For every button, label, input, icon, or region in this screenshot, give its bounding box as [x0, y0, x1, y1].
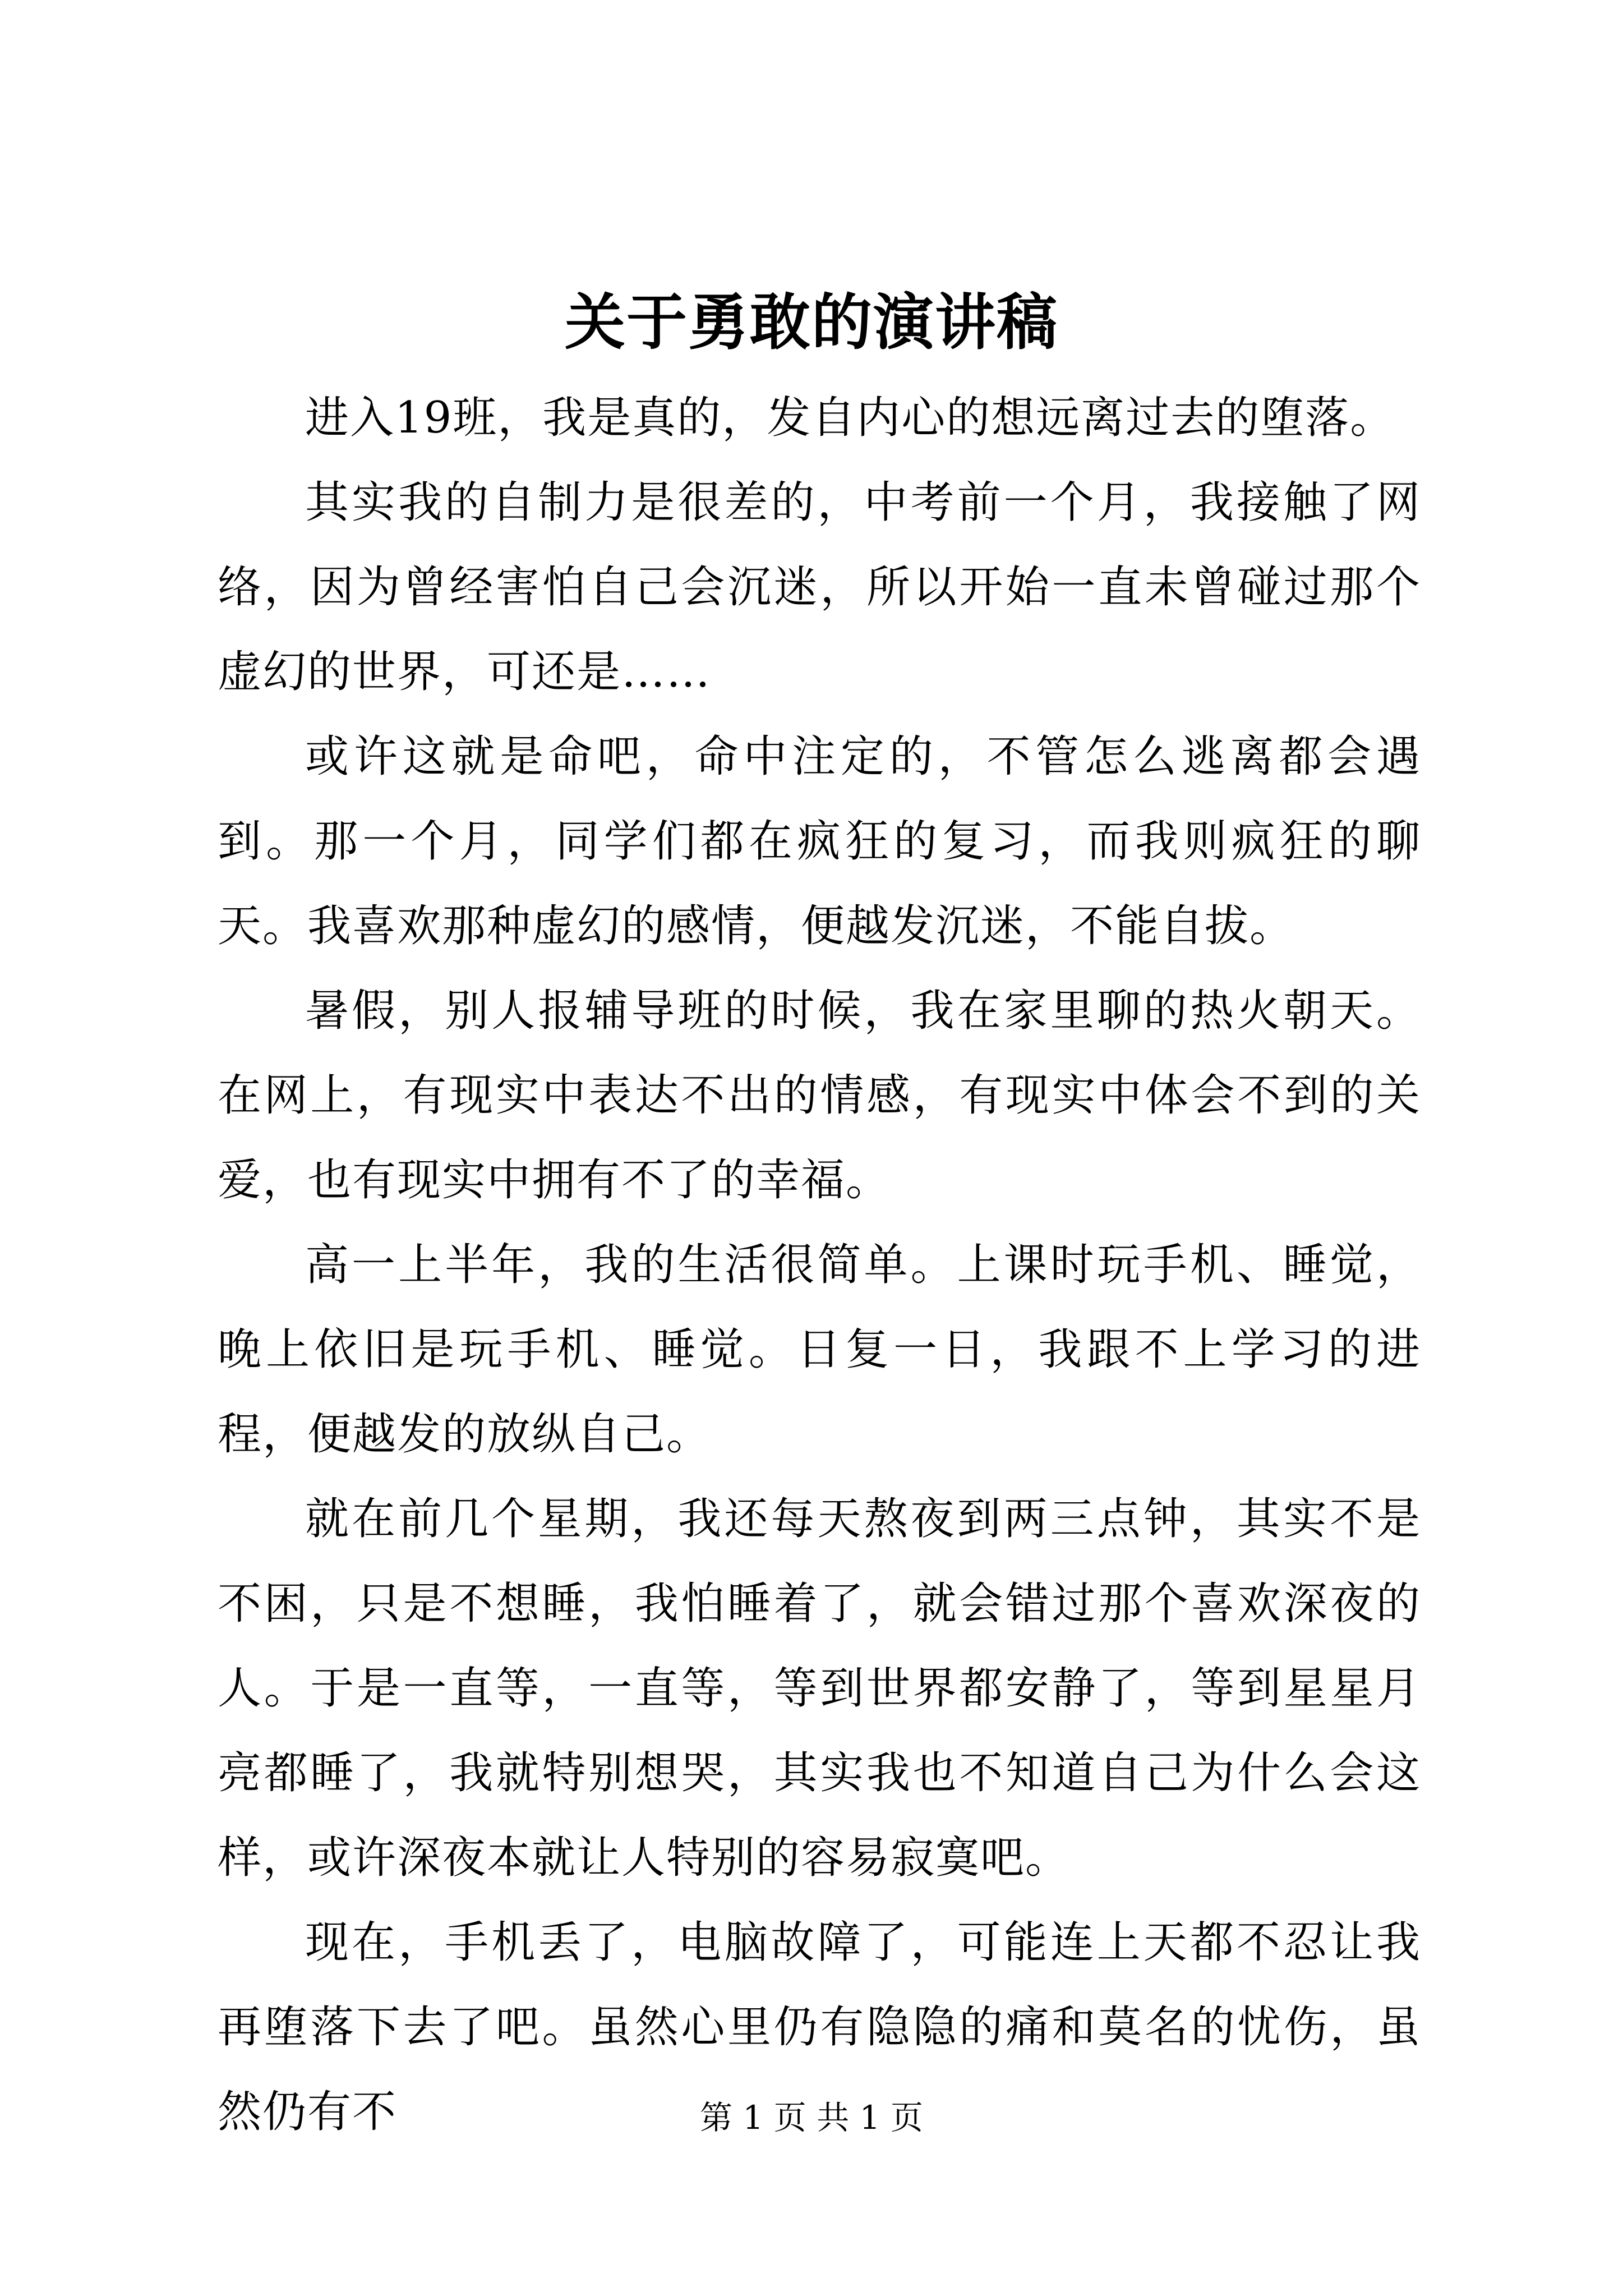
paragraph: 就在前几个星期，我还每天熬夜到两三点钟，其实不是不困，只是不想睡，我怕睡着了，就会错过那个喜欢深夜的人。于是一直等，一直等，等到世界都安静了，等到星星月亮都睡了，我就特别想哭，其实我也不知道自己为什么会这样，或许深夜本就让人特别的容易寂寞吧。 [218, 1494, 1421, 1883]
paragraph: 其实我的自制力是很差的，中考前一个月，我接触了网络，因为曾经害怕自己会沉迷，所以开始一直未曾碰过那个虚幻的世界，可还是…… [218, 477, 1421, 697]
paragraph: 进入19班，我是真的，发自内心的想远离过去的堕落。 [305, 393, 1395, 443]
paragraph: 或许这就是命吧，命中注定的，不管怎么逃离都会遇到。那一个月，同学们都在疯狂的复习，而我则疯狂的聊天。我喜欢那种虚幻的感情，便越发沉迷，不能自拔。 [218, 731, 1421, 951]
document-title: 关于勇敢的演讲稿 [564, 287, 1058, 358]
paragraph: 高一上半年，我的生活很简单。上课时玩手机、睡觉，晚上依旧是玩手机、睡觉。日复一日，我跟不上学习的进程，便越发的放纵自己。 [218, 1240, 1421, 1460]
paragraph: 暑假，别人报辅导班的时候，我在家里聊的热火朝天。在网上，有现实中表达不出的情感，有现实中体会不到的关爱，也有现实中拥有不了的幸福。 [218, 986, 1421, 1205]
page-footer: 第 1 页 共 1 页 [700, 2099, 923, 2137]
paragraph: 现在，手机丢了，电脑故障了，可能连上天都不忍让我再堕落下去了吧。虽然心里仍有隐隐的痛和莫名的忧伤，虽然仍有不 [218, 1917, 1421, 2137]
document-body [218, 376, 1421, 2155]
